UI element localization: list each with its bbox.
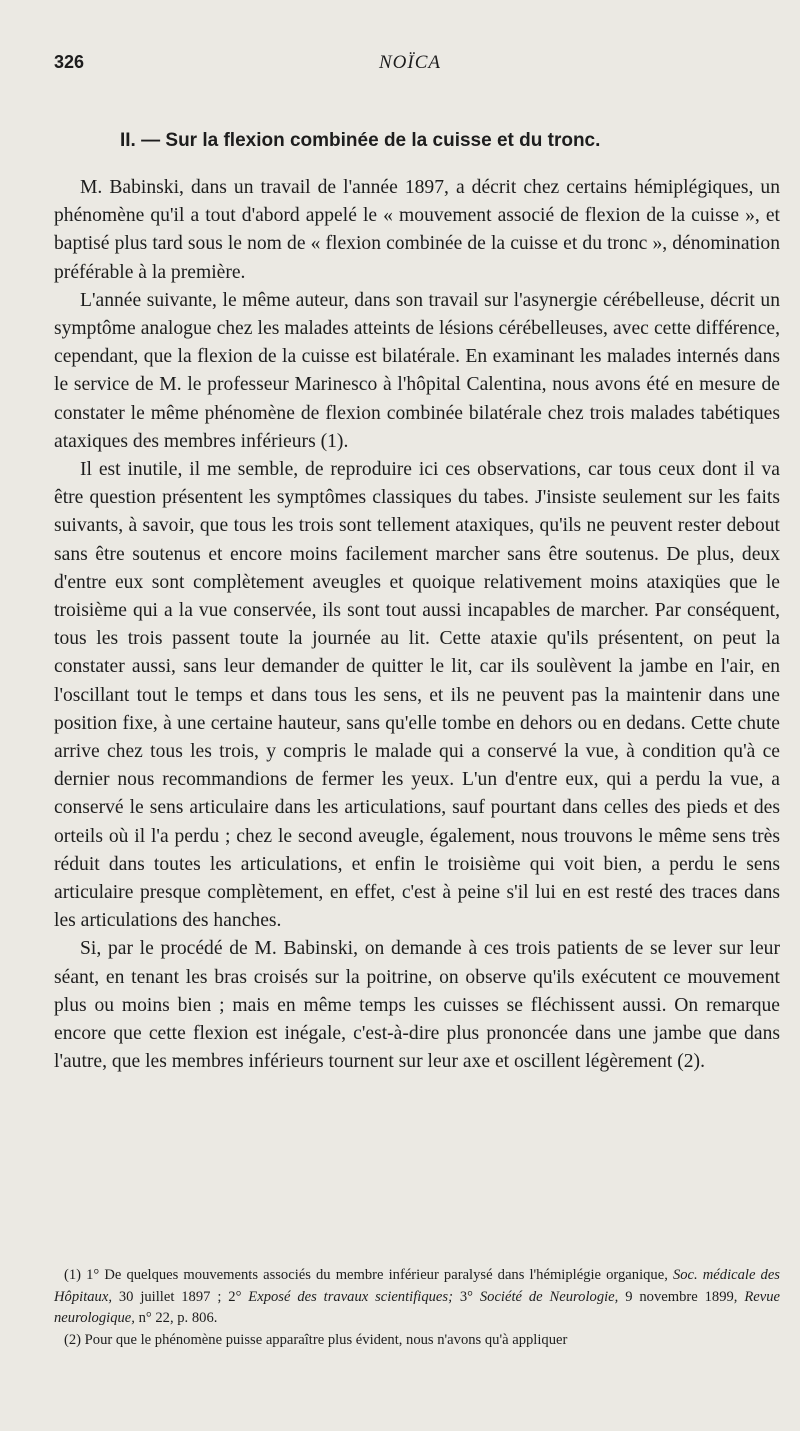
footnote-text: 30 juillet 1897 ; 2° — [111, 1288, 249, 1305]
footnote-text: 9 novembre 1899, — [618, 1288, 745, 1305]
footnote-text: (1) 1° De quelques mouvements associés du membre inférieur paralysé dans l'hémiplégie organique, — [64, 1267, 673, 1283]
paragraph: M. Babinski, dans un travail de l'année 1897, a décrit chez certains hémiplégiques, un phénomène qu'il a tout d'abord appelé le « mouvement associé de flexion de la cuisse », et baptisé plus tard sous le nom de « flexion combinée de la cuisse et du tronc », dénomination préférable à la première. — [54, 177, 780, 283]
paragraph: Il est inutile, il me semble, de reproduire ici ces observations, car tous ceux dont il va être question présentent les symptômes classiques du tabes. J'insiste seulement sur les faits suivants, à savoir, que tous les trois sont tellement ataxiques, qu'ils ne peuvent rester debout sans être soutenus et encore moins facilement marcher sans être soutenus. De plus, deux d'entre eux sont complètement aveugles et quoique relativement moins ataxiqües que le troisième qui a la vue conservée, ils sont tout aussi incapables de marcher. Par conséquent, tous les trois passent toute la journée au lit. Cette ataxie qu'ils présentent, on peut la constater aussi, sans leur demander de quitter le lit, car ils soulèvent la jambe en l'air, en l'oscillant tout le temps et dans tous les sens, et ils ne peuvent pas la maintenir dans une position fixe, à une certaine hauteur, sans qu'elle tombe en dehors ou en dedans. Cette chute arrive chez tous les trois, y compris le malade qui a conservé la vue, à condition qu'à ce dernier nous recommandions de fermer les yeux. L'un d'entre eux, qui a perdu la vue, a conservé le sens articulaire dans les articulations, sauf pourtant dans celles des pieds et des orteils où il l'a perdu ; chez le second aveugle, également, nous trouvons le même sens très réduit dans toutes les articulations, et enfin le troisième qui voit bien, a perdu le sens articulaire presque complètement, en effet, c'est à peine s'il lui en est resté des traces dans les articulations des hanches. — [54, 459, 780, 932]
body-text — [54, 174, 780, 1077]
running-head: NOÏCA — [379, 52, 441, 73]
footnote-text: n° 22, p. 806. — [134, 1310, 218, 1326]
footnote-2: (2) Pour que le phénomène puisse apparaître plus évident, nous n'avons qu'à appliquer — [64, 1331, 568, 1348]
paragraph: L'année suivante, le même auteur, dans son travail sur l'asynergie cérébelleuse, décrit un symptôme analogue chez les malades atteints de lésions cérébelleuses, avec cette différence, cependant, que la flexion de la cuisse est bilatérale. En examinant les malades internés dans le service de M. le professeur Marinesco à l'hôpital Calentina, nous avons été en mesure de constater le même phénomène de flexion combinée bilatérale chez trois malades tabétiques ataxiques des membres inférieurs (1). — [54, 289, 780, 452]
section-title: II. — Sur la flexion combinée de la cuisse et du tronc. — [120, 130, 601, 151]
footnote-citation: Soc. médicale des Hôpitaux, — [54, 1267, 780, 1305]
footnote-1 — [54, 1265, 780, 1330]
footnote-citation: Revue neurologique, — [54, 1288, 780, 1326]
footnote-citation: Société de Neurologie, — [479, 1288, 619, 1305]
paragraph: Si, par le procédé de M. Babinski, on demande à ces trois patients de se lever sur leur séant, en tenant les bras croisés sur la poitrine, on observe qu'ils exécutent ce mouvement plus ou moins bien ; mais en même temps les cuisses se fléchissent aussi. On remarque encore que cette flexion est inégale, c'est-à-dire plus prononcée dans une jambe que dans l'autre, que les membres inférieurs tournent sur leur axe et oscillent légèrement (2). — [54, 938, 780, 1073]
footnote-citation: Exposé des travaux scientifiques; — [248, 1288, 453, 1305]
page-number: 326 — [54, 52, 85, 72]
page-header — [54, 52, 746, 82]
footnotes — [54, 1265, 780, 1351]
footnote-text: 3° — [452, 1288, 480, 1305]
